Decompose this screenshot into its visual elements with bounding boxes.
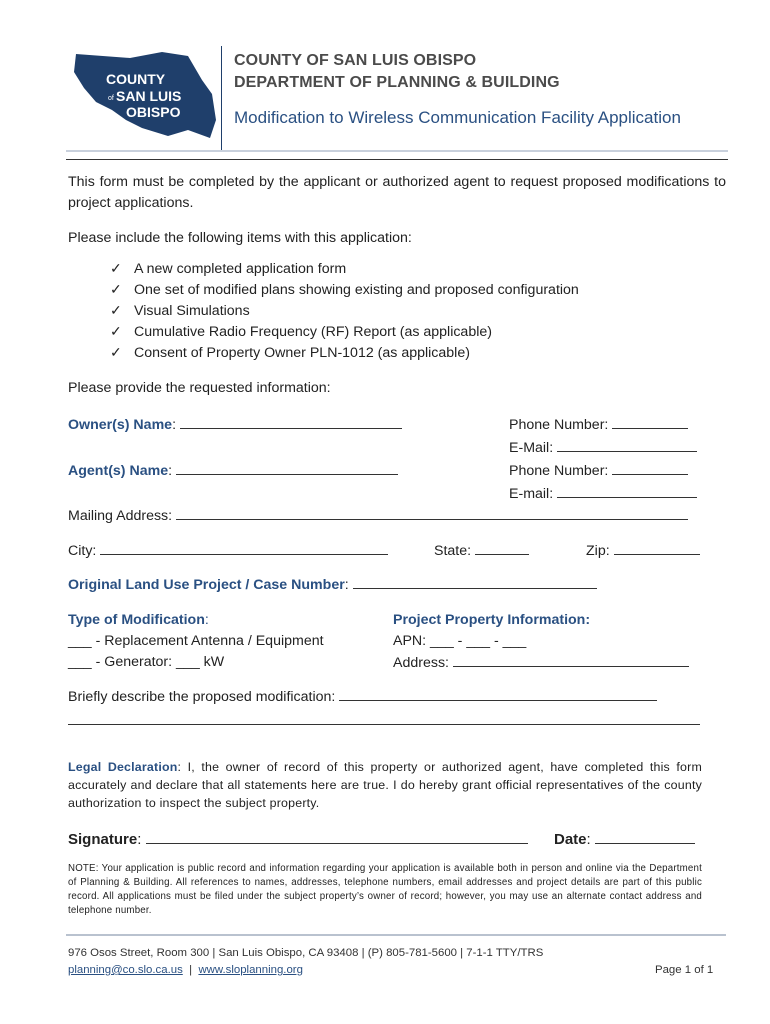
list-item: ✓ One set of modified plans showing existing and proposed configuration (110, 280, 579, 301)
replacement-antenna-option[interactable]: ___ - Replacement Antenna / Equipment (68, 633, 324, 649)
website-link[interactable]: www.sloplanning.org (198, 964, 303, 976)
agent-phone-field[interactable]: Phone Number: (509, 460, 688, 481)
apn-field[interactable]: APN: ___ - ___ - ___ (393, 633, 527, 649)
form-title: Modification to Wireless Communication Facility Application (234, 108, 681, 127)
checkmark-icon: ✓ (110, 282, 122, 298)
footer-links (68, 962, 303, 979)
list-item: ✓ A new completed application form (110, 259, 579, 280)
owner-email-field[interactable]: E-Mail: (509, 437, 697, 458)
logo-text-of: of (108, 95, 114, 102)
project-property-heading: Project Property Information: (393, 612, 591, 628)
agent-name-field[interactable]: Agent(s) Name: (68, 460, 398, 481)
header-rule-dark (66, 159, 728, 160)
state-field[interactable]: State: (434, 540, 529, 561)
footer-separator: | (189, 964, 193, 976)
owner-name-field[interactable]: Owner(s) Name: (68, 414, 402, 435)
email-link[interactable]: planning@co.slo.ca.us (68, 964, 183, 976)
describe-continuation-line[interactable] (68, 724, 700, 725)
property-address-field[interactable]: Address: (393, 652, 689, 673)
list-item: ✓ Consent of Property Owner PLN-1012 (as applicable) (110, 343, 579, 364)
date-field[interactable]: Date: (554, 828, 695, 851)
owner-phone-field[interactable]: Phone Number: (509, 414, 688, 435)
county-heading: COUNTY OF SAN LUIS OBISPO (234, 52, 477, 69)
generator-option[interactable]: ___ - Generator: ___ kW (68, 654, 225, 670)
checkmark-icon: ✓ (110, 303, 122, 319)
case-number-field[interactable]: Original Land Use Project / Case Number: (68, 574, 597, 595)
page-number: Page 1 of 1 (655, 964, 714, 976)
required-items-list (110, 259, 579, 364)
logo-text-san-luis: SAN LUIS (116, 88, 182, 104)
mailing-address-field[interactable]: Mailing Address: (68, 505, 688, 526)
legal-declaration: Legal Declaration: I, the owner of record of this property or authorized agent, have completed this form accurately and declare that all statements here are true. I do hereby grant official representatives of the county authorization to inspect the subject property. (68, 760, 702, 810)
header-rule-light (66, 150, 728, 152)
include-line: Please include the following items with this application: (68, 230, 412, 246)
county-logo (70, 50, 218, 142)
checkmark-icon: ✓ (110, 345, 122, 361)
list-item: ✓ Visual Simulations (110, 301, 579, 322)
city-field[interactable]: City: (68, 540, 388, 561)
checkmark-icon: ✓ (110, 324, 122, 340)
logo-text-county: COUNTY (106, 71, 166, 87)
department-heading: DEPARTMENT OF PLANNING & BUILDING (234, 74, 560, 91)
footer-rule (66, 934, 726, 936)
type-of-modification-heading: Type of Modification: (68, 612, 209, 628)
describe-modification-field[interactable]: Briefly describe the proposed modification: (68, 686, 657, 707)
logo-text-obispo: OBISPO (126, 104, 181, 120)
list-item: ✓ Cumulative Radio Frequency (RF) Report (as applicable) (110, 322, 579, 343)
zip-field[interactable]: Zip: (586, 540, 700, 561)
intro-paragraph: This form must be completed by the applicant or authorized agent to request proposed modifications to project applications. (68, 174, 726, 211)
footer-address: 976 Osos Street, Room 300 | San Luis Obispo, CA 93408 | (P) 805-781-5600 | 7-1-1 TTY/TRS (68, 947, 544, 959)
agent-email-field[interactable]: E-mail: (509, 483, 697, 504)
signature-field[interactable]: Signature: (68, 828, 528, 851)
checkmark-icon: ✓ (110, 261, 122, 277)
public-record-note: NOTE: Your application is public record and information regarding your application is available both in person and online via the Department of Planning & Building. All references to names, addresses, telephone numbers, email addresses and project details are part of this public record. All applications must be filed under the subject property’s owner of record; however, you may use an alternate contact address and telephone number. (68, 863, 702, 916)
header-divider (221, 46, 222, 150)
provide-line: Please provide the requested information: (68, 380, 331, 396)
